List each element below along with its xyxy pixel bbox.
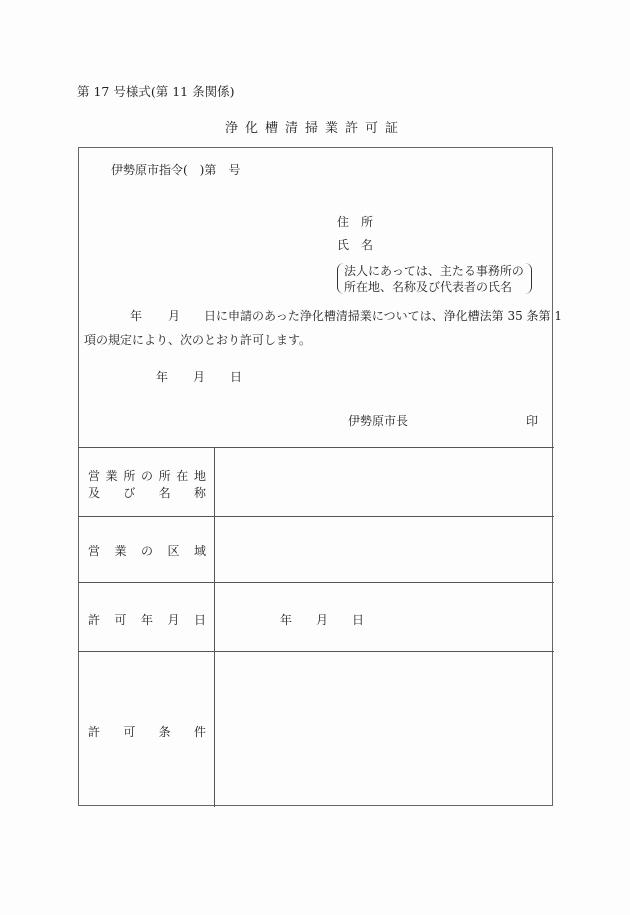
row-divider bbox=[78, 582, 554, 583]
permit-date-month: 月 bbox=[316, 613, 329, 627]
issuer: 伊勢原市長 bbox=[348, 414, 409, 428]
corporate-note-line1: 法人にあっては、主たる事務所の bbox=[344, 264, 524, 278]
seal: 印 bbox=[526, 414, 539, 428]
corporate-note bbox=[344, 263, 524, 295]
row-divider bbox=[78, 651, 554, 652]
application-statement: 日に申請のあった浄化槽清掃業については、浄化槽法第 35 条第 1 bbox=[204, 309, 562, 323]
application-statement-cont: 項の規定により、次のとおり許可します。 bbox=[84, 333, 312, 347]
application-month: 月 bbox=[168, 309, 181, 323]
issue-day: 日 bbox=[230, 370, 243, 384]
name-label: 氏 名 bbox=[337, 238, 374, 252]
row-label-permit-conditions: 許 可 条 件 bbox=[88, 725, 206, 739]
permit-date-day: 日 bbox=[352, 613, 365, 627]
row-label-office-name: 及 び 名 称 bbox=[88, 486, 206, 500]
application-year: 年 bbox=[130, 309, 143, 323]
permit-date-year: 年 bbox=[280, 613, 293, 627]
row-label-permit-date: 許 可 年 月 日 bbox=[88, 613, 206, 627]
column-divider bbox=[214, 447, 215, 807]
issue-month: 月 bbox=[193, 370, 206, 384]
issue-year: 年 bbox=[156, 370, 169, 384]
form-number: 第 17 号様式(第 11 条関係) bbox=[77, 84, 235, 99]
corporate-note-line2: 所在地、名称及び代表者の氏名 bbox=[344, 280, 513, 294]
row-label-office-location: 営 業 所 の 所 在 地 bbox=[88, 469, 206, 483]
table-top-line bbox=[78, 447, 554, 448]
row-label-business-area: 営 業 の 区 域 bbox=[88, 544, 206, 558]
document-title: 浄化槽清掃業許可証 bbox=[224, 121, 405, 136]
permit-number: 伊勢原市指令( )第 号 bbox=[111, 163, 241, 177]
row-divider bbox=[78, 516, 554, 517]
address-label: 住 所 bbox=[337, 215, 374, 229]
